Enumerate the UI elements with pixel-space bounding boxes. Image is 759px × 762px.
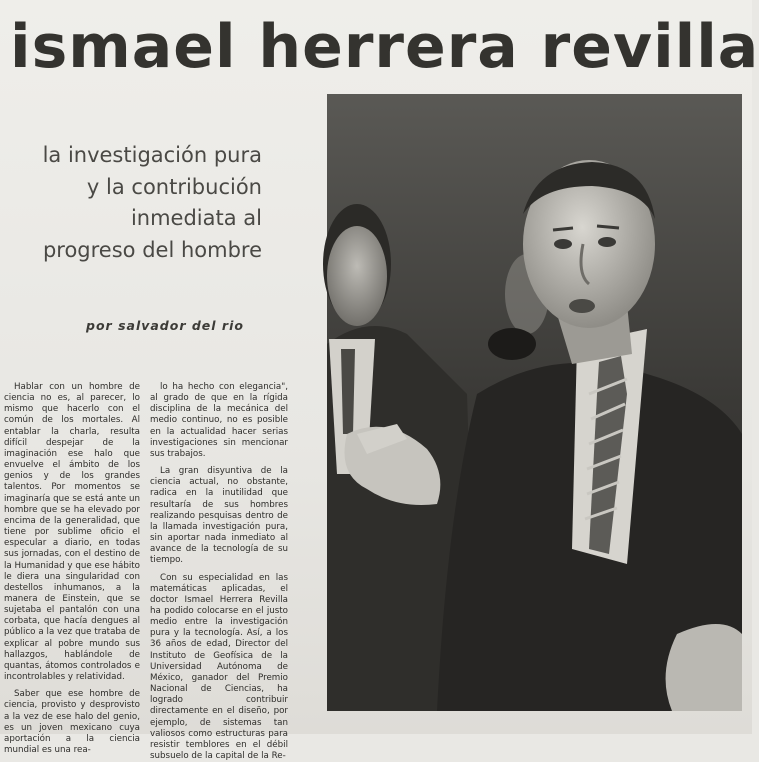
paragraph: lo ha hecho con elegancia", al grado de que en la rígida disciplina de la mecánica del medio continuo, no es posible en la actualidad hacer serias investigaciones sin mencionar sus trabajos. xyxy=(150,382,288,460)
paragraph: Con su especialidad en las matemáticas aplicadas, el doctor Ismael Herrera Revilla ha podido colocarse en el justo medio entre la investigación pura y la tecnología. Así, a los 36 años de edad, Director del Instituto de Geofísica de la Universidad Autónoma de México, ganador del Premio Nacional de Ciencias, ha logrado contribuir directamente en el diseño, por ejemplo, de sistemas tan valiosos como estructuras para resistir temblores en el débil subsuelo de la capital de la Re- xyxy=(150,573,288,762)
article-subtitle xyxy=(10,140,262,266)
text-column-2 xyxy=(150,382,288,722)
subtitle-line: inmediata al xyxy=(10,203,262,235)
article-headline: ismael herrera revilla xyxy=(10,2,750,92)
subtitle-line: y la contribución xyxy=(10,172,262,204)
photo-illustration xyxy=(327,94,742,711)
text-column-1 xyxy=(4,382,140,734)
article-byline: por salvador del rio xyxy=(55,318,275,333)
subtitle-line: la investigación pura xyxy=(10,140,262,172)
portrait-photo xyxy=(327,94,742,711)
paragraph: Saber que ese hombre de ciencia, provisto y desprovisto a la vez de ese halo del genio, es un joven mexicano cuya aportación a la ciencia mundial es una rea- xyxy=(4,689,140,756)
paragraph: Hablar con un hombre de ciencia no es, al parecer, lo mismo que hacerlo con el común de los mortales. Al entablar la charla, resulta difícil despejar de la imaginación ese halo que envuelve el ámbito de los genios y de los grandes talentos. Por momentos se imaginaría que se está ante un hombre que se ha elevado por encima de la generalidad, que tiene por sublime oficio el especular a diario, en todas sus jornadas, con el destino de la Humanidad y que ese hábito le diera una singularidad con destellos inhumanos, a la manera de Einstein, que se sujetaba el pantalón con una corbata, que hacía dengues al público a la vez que trataba de explicar al pobre mundo sus hallazgos, hablándole de quantas, átomos controlados e incontrolables y relatividad. xyxy=(4,382,140,683)
subtitle-line: progreso del hombre xyxy=(10,235,262,267)
paragraph: La gran disyuntiva de la ciencia actual, no obstante, radica en la inutilidad que resultaría de sus hombres realizando pesquisas dentro de la llamada investigación pura, sin aportar nada inmediato al avance de la tecnología de su tiempo. xyxy=(150,466,288,566)
